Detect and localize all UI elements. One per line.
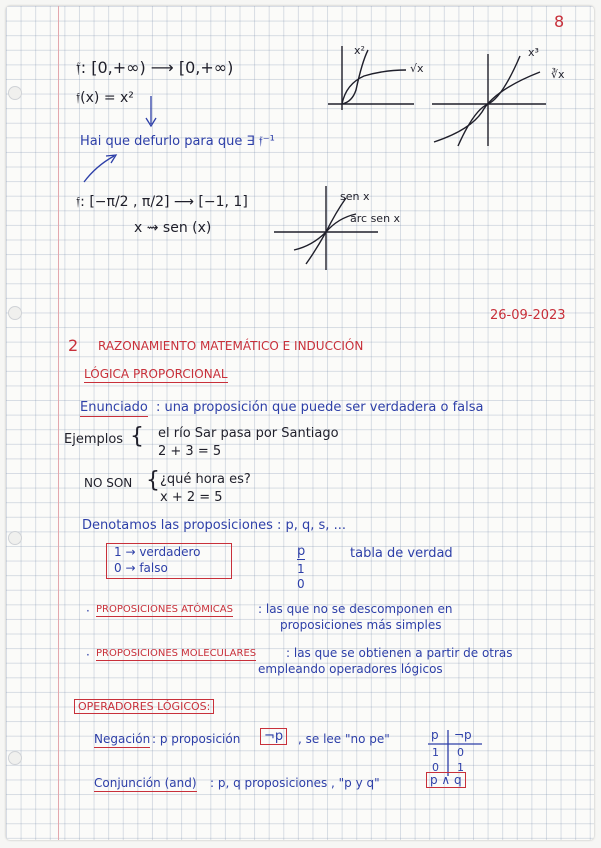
- atomicas-text-cont: proposiciones más simples: [280, 618, 442, 632]
- sine-definition: 𝔣: [−π/2 , π/2] ⟶ [−1, 1]: [76, 194, 248, 210]
- graph1-inverse-label: √x: [410, 62, 424, 75]
- truth-table-cell: 1: [297, 562, 305, 576]
- brace: {: [146, 468, 160, 493]
- conjuncion-symbol-box: p ∧ q: [426, 772, 466, 788]
- sine-rule: x ⇝ sen (x): [134, 220, 212, 236]
- negacion-text: : p proposición: [152, 732, 241, 746]
- ejemplos-label: Ejemplos: [64, 432, 124, 447]
- page-number: 8: [554, 12, 565, 31]
- binder-hole: [8, 751, 22, 765]
- brace: {: [130, 424, 144, 449]
- conjuncion-text: : p, q proposiciones , "p y q": [210, 776, 380, 790]
- no-son-item: ¿qué hora es?: [160, 472, 251, 487]
- truth-table-header: p: [297, 544, 306, 559]
- graph3-curve-label: sen x: [340, 190, 370, 203]
- graph-cube-root: [430, 50, 550, 150]
- no-son-label: NO SON: [84, 476, 133, 490]
- negacion-symbol-box: ¬p: [260, 728, 287, 745]
- function-definition: 𝔣: [0,+∞) ⟶ [0,+∞): [76, 58, 234, 77]
- bullet: ·: [86, 648, 90, 662]
- truth-value-item: 0 → falso: [114, 561, 168, 575]
- enunciado-text: : una proposición que puede ser verdadera o falsa: [156, 400, 484, 415]
- operadores-label: OPERADORES LÓGICOS:: [74, 699, 214, 714]
- section-number: 2: [68, 336, 79, 355]
- graph2-curve-label: x³: [528, 46, 539, 59]
- graph2-inverse-label: ∛x: [551, 68, 565, 81]
- conjuncion-label: Conjunción (and): [94, 776, 197, 790]
- moleculares-text-cont: empleando operadores lógicos: [258, 662, 443, 676]
- binder-hole: [8, 531, 22, 545]
- enunciado-label: Enunciado: [80, 400, 148, 415]
- negacion-label: Negación: [94, 732, 151, 746]
- neg-table-cell: 1: [432, 746, 439, 759]
- neg-table-header: ¬p: [454, 728, 472, 742]
- atomicas-label: PROPOSICIONES ATÓMICAS: [96, 604, 233, 615]
- ejemplo-item: 2 + 3 = 5: [158, 444, 222, 459]
- function-rule: 𝔣(x) = x²: [76, 90, 134, 106]
- section-subtitle: LÓGICA PROPORCIONAL: [84, 367, 228, 381]
- neg-table-cell: 0: [432, 761, 439, 774]
- atomicas-text: : las que no se descomponen en: [258, 602, 453, 616]
- graph3-inverse-label: arc sen x: [350, 212, 401, 225]
- truth-table-cell: 0: [297, 577, 305, 591]
- no-son-item: x + 2 = 5: [160, 490, 223, 505]
- graph-square-root: [324, 46, 424, 116]
- denotamos-text: Denotamos las proposiciones : p, q, s, ...: [82, 518, 346, 533]
- notebook-page: [6, 6, 594, 840]
- ejemplo-item: el río Sar pasa por Santiago: [158, 426, 339, 441]
- graph1-curve-label: x²: [354, 44, 365, 57]
- bullet: ·: [86, 604, 90, 618]
- truth-value-item: 1 → verdadero: [114, 545, 201, 559]
- inverse-note: Hai que defurlo para que ∃ 𝔣⁻¹: [80, 134, 275, 149]
- moleculares-text: : las que se obtienen a partir de otras: [286, 646, 513, 660]
- truth-table-label: tabla de verdad: [350, 546, 453, 561]
- neg-table-cell: 0: [457, 746, 464, 759]
- section-title: RAZONAMIENTO MATEMÁTICO E INDUCCIÓN: [98, 339, 364, 353]
- neg-table-header: p: [431, 728, 439, 742]
- moleculares-label: PROPOSICIONES MOLECULARES: [96, 648, 257, 659]
- neg-table-cell: 1: [457, 761, 464, 774]
- negacion-reading: , se lee "no pe": [298, 732, 390, 746]
- binder-hole: [8, 306, 22, 320]
- entry-date: 26-09-2023: [490, 308, 566, 323]
